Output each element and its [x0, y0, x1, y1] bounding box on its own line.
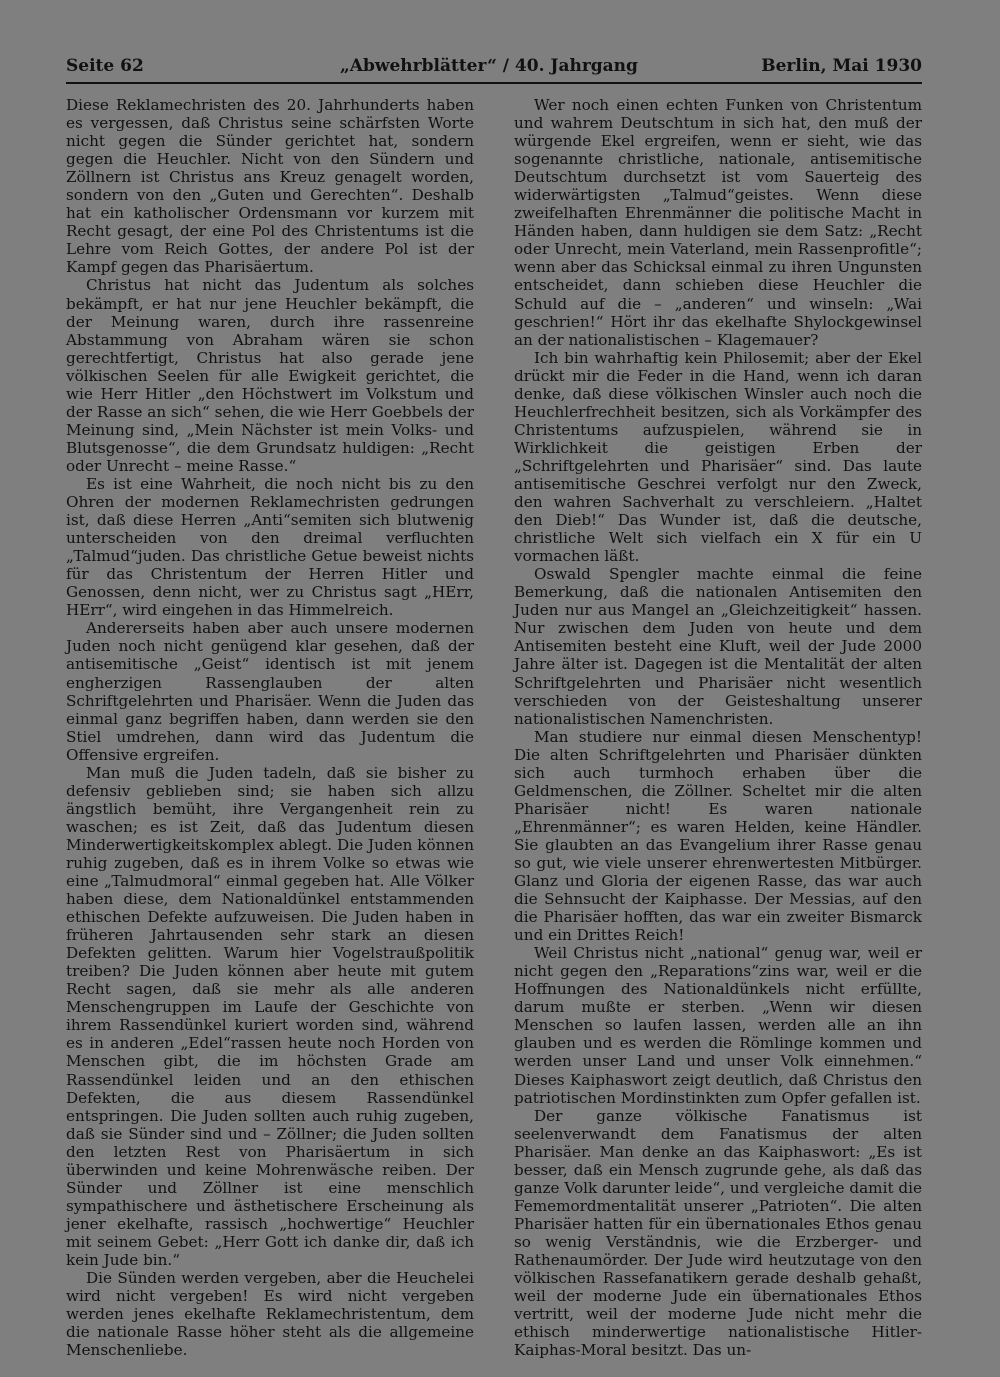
- paragraph: Weil Christus nicht „national“ genug war, weil er nicht gegen den „Reparations“zins war, weil er die Hoffnungen des Nationaldünkels nicht erfüllte, darum mußte er sterben. „Wenn wir diesen Menschen so laufen lassen, werden alle an ihn glauben und es werden die Römlinge kommen und werden unser Land und unser Volk einnehmen.“ Dieses Kaiphaswort zeigt deutlich, daß Christus den patriotischen Mordinstinkten zum Opfer gefallen ist.: [514, 944, 922, 1107]
- paragraph: Man studiere nur einmal diesen Menschentyp! Die alten Schriftgelehrten und Pharisäer dünkten sich auch turmhoch erhaben über die Geldmenschen, die Zöllner. Scheltet mir die alten Pharisäer nicht! Es waren nationale „Ehrenmänner“; es waren Helden, keine Händler. Sie glaubten an das Evangelium ihrer Rasse genau so gut, wie viele unserer ehrenwertesten Mitbürger. Glanz und Gloria der eigenen Rasse, das war auch die Sehnsucht der Kaiphasse. Der Messias, auf den die Pharisäer hofften, das war ein zweiter Bismarck und ein Drittes Reich!: [514, 727, 922, 945]
- paragraph: Oswald Spengler machte einmal die feine Bemerkung, daß die nationalen Antisemiten den Juden nur aus Mangel an „Gleichzeitigkeit“ hassen. Nur zwischen dem Juden von heute und dem Antisemiten besteht eine Kluft, weil der Jude 2000 Jahre älter ist. Dagegen ist die Mentalität der alten Schriftgelehrten und Pharisäer nicht wesentlich verschieden von der Geisteshaltung unserer nationalistischen Namenchristen.: [514, 565, 922, 728]
- paragraph: Der ganze völkische Fanatismus ist seelenverwandt dem Fanatismus der alten Pharisäer. Man denke an das Kaiphaswort: „Es ist besser, daß ein Mensch zugrunde gehe, als daß das ganze Volk darunter leide“, und vergleiche damit die Fememordmentalität unserer „Patrioten“. Die alten Pharisäer hatten für ein übernationales Ethos genau so wenig Verständnis, wie die Erzberger- und Rathenaumörder. Der Jude wird heutzutage von den völkischen Rassefanatikern gerade deshalb gehaßt, weil der moderne Jude ein übernationales Ethos vertritt, weil der moderne Jude nicht mehr die ethisch minderwertige nationalistische Hitler-Kaiphas-Moral besitzt. Das un-: [514, 1106, 922, 1360]
- paragraph: Es ist eine Wahrheit, die noch nicht bis zu den Ohren der modernen Reklamechristen gedrungen ist, daß diese Herren „Anti“semiten sich blutwenig unterscheiden von den dreimal verfluchten „Talmud“juden. Das christliche Getue beweist nichts für das Christentum der Herren Hitler und Genossen, denn nicht, wer zu Christus sagt „HErr, HErr“, wird eingehen in das Himmelreich.: [66, 474, 474, 620]
- right-column: [514, 96, 922, 1359]
- paragraph: Ich bin wahrhaftig kein Philosemit; aber der Ekel drückt mir die Feder in die Hand, wenn ich daran denke, daß diese völkischen Winsler auch noch die Heuchlerfrechheit besitzen, sich als Vorkämpfer des Christentums aufzuspielen, während sie in Wirklichkeit die geistigen Erben der „Schriftgelehrten und Pharisäer“ sind. Das laute antisemitische Geschrei verfolgt nur den Zweck, den wahren Sachverhalt zu verschleiern. „Haltet den Dieb!“ Das Wunder ist, daß die deutsche, christliche Welt sich vielfach ein X für ein U vormachen läßt.: [514, 348, 922, 566]
- paragraph: Diese Reklamechristen des 20. Jahrhunderts haben es vergessen, daß Christus seine schärfsten Worte nicht gegen die Sünder gerichtet hat, sondern gegen die Heuchler. Nicht von den Sündern und Zöllnern ist Christus ans Kreuz genagelt worden, sondern von den „Guten und Gerechten“. Deshalb hat ein katholischer Ordensmann vor kurzem mit Recht gesagt, der eine Pol des Christentums ist die Lehre vom Reich Gottes, der andere Pol ist der Kampf gegen das Pharisäertum.: [66, 96, 474, 277]
- paragraph: Wer noch einen echten Funken von Christentum und wahrem Deutschtum in sich hat, den muß der würgende Ekel ergreifen, wenn er sieht, wie das sogenannte christliche, nationale, antisemitische Deutschtum durchsetzt ist vom Sauerteig des widerwärtigsten „Talmud“geistes. Wenn diese zweifelhaften Ehrenmänner die politische Macht in Händen haben, dann huldigen sie dem Satz: „Recht oder Unrecht, mein Vaterland, mein Rassenprofitle“; wenn aber das Schicksal einmal zu ihren Ungunsten entscheidet, dann schieben diese Heuchler die Schuld auf die – „anderen“ und winseln: „Wai geschrien!“ Hört ihr das ekelhafte Shylockgewinsel an der nationalistischen – Klagemauer?: [514, 96, 922, 349]
- paragraph: Die Sünden werden vergeben, aber die Heuchelei wird nicht vergeben! Es wird nicht vergeben werden jenes ekelhafte Reklamechristentum, dem die nationale Rasse höher steht als die allgemeine Menschenliebe.: [66, 1269, 474, 1360]
- paragraph: Andererseits haben aber auch unsere modernen Juden noch nicht genügend klar gesehen, daß der antisemitische „Geist“ identisch ist mit jenem engherzigen Rassenglauben der alten Schriftgelehrten und Pharisäer. Wenn die Juden das einmal ganz begriffen haben, dann werden sie den Stiel umdrehen, dann wird das Judentum die Offensive ergreifen.: [66, 619, 474, 764]
- page-number: Seite 62: [66, 56, 144, 76]
- publication-title: „Abwehrblätter“ / 40. Jahrgang: [340, 56, 638, 76]
- dateline: Berlin, Mai 1930: [761, 56, 922, 76]
- left-column: [66, 96, 474, 1359]
- paragraph: Christus hat nicht das Judentum als solches bekämpft, er hat nur jene Heuchler bekämpft, die der Meinung waren, durch ihre rassenreine Abstammung von Abraham wären sie schon gerechtfertigt, Christus hat also gerade jene völkischen Seelen für alle Ewigkeit gerichtet, die wie Herr Hitler „den Höchstwert im Volkstum und der Rasse an sich“ sehen, die wie Herr Goebbels der Meinung sind, „Mein Nächster ist mein Volks- und Blutsgenosse“, die dem Grundsatz huldigen: „Recht oder Unrecht – meine Rasse.“: [66, 276, 474, 475]
- paragraph: Man muß die Juden tadeln, daß sie bisher zu defensiv geblieben sind; sie haben sich allzu ängstlich bemüht, ihre Vergangenheit rein zu waschen; es ist Zeit, daß das Judentum diesen Minderwertigkeitskomplex ablegt. Die Juden können ruhig zugeben, daß es in ihrem Volke so etwas wie eine „Talmudmoral“ einmal gegeben hat. Alle Völker haben diese, dem Nationaldünkel entstammenden ethischen Defekte aufzuweisen. Die Juden haben in früheren Jahrtausenden sehr stark an diesen Defekten gelitten. Warum hier Vogelstraußpolitik treiben? Die Juden können aber heute mit gutem Recht sagen, daß sie mehr als alle anderen Menschengruppen im Laufe der Geschichte von ihrem Rassendünkel kuriert worden sind, während es in anderen „Edel“rassen heute noch Horden von Menschen gibt, die im höchsten Grade am Rassendünkel leiden und an den ethischen Defekten, die aus diesem Rassendünkel entspringen. Die Juden sollten auch ruhig zugeben, daß sie Sünder sind und – Zöllner; die Juden sollten den letzten Rest von Pharisäertum in sich überwinden und keine Mohrenwäsche reiben. Der Sünder und Zöllner ist eine menschlich sympathischere und ästhetischere Erscheinung als jener ekelhafte, rassisch „hochwertige“ Heuchler mit seinem Gebet: „Herr Gott ich danke dir, daß ich kein Jude bin.“: [66, 763, 474, 1269]
- page-header: [66, 54, 922, 84]
